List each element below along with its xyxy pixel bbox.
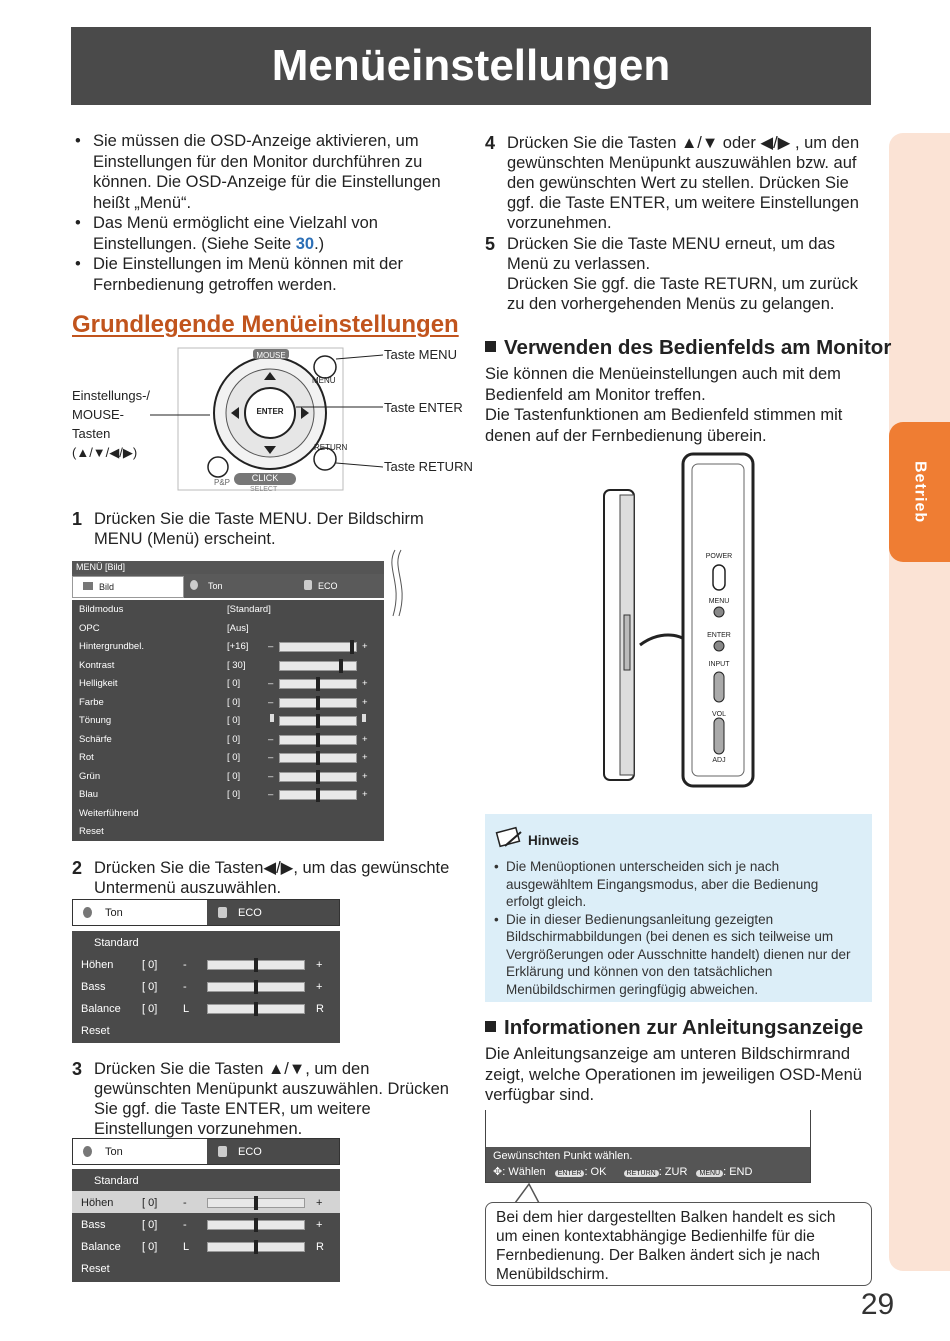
step-1-number: 1 [72, 509, 83, 529]
picture-icon [83, 582, 93, 590]
tab-ton-label: Ton [105, 1146, 123, 1158]
enter-panel-button [714, 641, 724, 651]
menu-row-standard[interactable]: Standard [94, 1175, 139, 1187]
tab-ton-label[interactable]: Ton [208, 581, 223, 591]
step-1-text: Drücken Sie die Taste MENU. Der Bildschirm MENU (Menü) erscheint. [94, 510, 424, 548]
slider[interactable] [279, 716, 357, 726]
panel-label-enter: ENTER [707, 632, 731, 639]
menu-row-opc[interactable]: OPC [Aus] [79, 622, 249, 634]
panel-label-menu: MENU [708, 598, 730, 605]
menu-row-balance[interactable]: Balance [ 0] L R [81, 1003, 324, 1015]
slider[interactable] [207, 1220, 305, 1230]
slider[interactable] [279, 661, 357, 671]
osd-ton-list [72, 931, 340, 1043]
enter-key-icon: ENTER [555, 1170, 585, 1177]
power-button [713, 565, 725, 590]
slider[interactable] [207, 960, 305, 970]
menu-row-helligkeit[interactable]: Helligkeit [ 0] – + [79, 678, 368, 689]
sound-icon [83, 907, 92, 918]
panel-section-heading [485, 336, 891, 360]
step-5-text: Drücken Sie die Taste MENU erneut, um das Menü zu verlassen. [507, 235, 836, 273]
step-2 [72, 858, 462, 898]
step-4-text: Drücken Sie die Tasten ▲/▼ oder ◀/▶ , um den gewünschten Menüpunkt auszuwählen bzw. auf den gewünschten Wert zu stellen. Drücken Sie ggf. die Taste ENTER, um weitere Einstellungen vorzunehmen. [507, 134, 860, 232]
step-3-number: 3 [72, 1059, 83, 1079]
tab-bild-label: Bild [99, 582, 115, 592]
intro-bullet-list [72, 131, 457, 295]
slider-knob[interactable] [316, 770, 320, 784]
slider-knob[interactable] [254, 1240, 258, 1254]
slider-knob[interactable] [254, 958, 258, 972]
guide-bar-line2: ✥: Wählen ENTER : OK RETURN : ZUR MENU : END [493, 1166, 753, 1178]
callout-pointer [515, 1182, 555, 1204]
step-4-number: 4 [485, 133, 496, 153]
remote-click-label: CLICK [251, 473, 279, 483]
panel-label-input: INPUT [708, 661, 730, 668]
dpad-icon: ✥ [493, 1166, 503, 1178]
slider-knob[interactable] [254, 980, 258, 994]
panel-section-text: Sie können die Menüeinstellungen auch mit dem Bedienfeld am Monitor treffen. Die Tastenfunktionen am Bedienfeld stimmen mit denen auf der Fernbedienung überein. [485, 365, 843, 445]
tab-ton[interactable] [73, 1139, 207, 1164]
menu-row-reset[interactable]: Reset [81, 1263, 110, 1275]
slider-knob[interactable] [316, 677, 320, 691]
label-taste-menu: Taste MENU [384, 347, 457, 362]
remote-pp-label: P&P [214, 478, 231, 487]
slider[interactable] [207, 1004, 305, 1014]
menu-row-gruen[interactable]: Grün [ 0] – + [79, 770, 368, 782]
menu-row-standard[interactable]: Standard [94, 937, 139, 949]
monitor-side-illustration [600, 450, 760, 790]
step-2-text: Drücken Sie die Tasten◀/▶, um das gewünschte Untermenü auszuwählen. [94, 859, 450, 897]
tab-bild[interactable] [72, 576, 184, 598]
step-5 [485, 234, 870, 314]
tab-eco-label[interactable]: ECO [318, 581, 338, 591]
slider-knob[interactable] [316, 696, 320, 710]
eco-leaf-icon [218, 1146, 227, 1157]
tab-eco-label[interactable]: ECO [238, 1146, 262, 1158]
side-tab-label: Betrieb [911, 460, 929, 524]
step-3 [72, 1059, 462, 1139]
menu-row-bildmodus[interactable]: Bildmodus [Standard] [79, 604, 271, 615]
guide-bar-line1: Gewünschten Punkt wählen. [493, 1150, 633, 1162]
guide-screen-frame [485, 1110, 811, 1183]
guide-callout [485, 1202, 872, 1286]
guide-section-text: Die Anleitungsanzeige am unteren Bildschirmrand zeigt, welche Operationen im jeweiligen OSD-Menü verfügbar sind. [485, 1045, 862, 1104]
menu-row-toenung[interactable]: Tönung [ 0] [72, 711, 384, 729]
side-tab-background [889, 133, 950, 1271]
guide-section-heading-text: Informationen zur Anleitungsanzeige [504, 1016, 864, 1039]
menu-row-hoehen-selected[interactable]: Höhen [ 0] - + [72, 1191, 340, 1213]
panel-label-vol: VOL [711, 711, 726, 718]
menu-row-reset[interactable]: Reset [81, 1025, 110, 1037]
label-taste-return: Taste RETURN [384, 459, 473, 474]
remote-menu-label: MENU [312, 376, 336, 385]
slider[interactable] [207, 1198, 305, 1208]
remote-select-label: SELECT [250, 486, 278, 493]
osd-ton-tab-bar [72, 899, 340, 926]
slider-knob[interactable] [254, 1196, 258, 1210]
eco-leaf-icon [304, 580, 312, 590]
menu-row-weiterfuehrend[interactable]: Weiterführend [79, 807, 139, 819]
input-rocker-button [714, 672, 724, 702]
menu-row-bass[interactable]: Bass [ 0] - + [81, 981, 323, 993]
menu-row-schaerfe[interactable]: Schärfe [ 0] – + [79, 733, 368, 745]
remote-return-label: RETURN [314, 443, 348, 452]
menu-row-reset[interactable]: Reset [79, 826, 104, 837]
pp-button [208, 457, 228, 477]
square-bullet-icon [485, 1021, 496, 1032]
tab-ton-label: Ton [105, 907, 123, 919]
osd-menu-ton-selected [72, 1138, 340, 1282]
sound-icon [83, 1146, 92, 1157]
tab-ton[interactable] [73, 900, 207, 925]
remote-mouse-label: MOUSE [256, 351, 286, 360]
slider-knob[interactable] [254, 1002, 258, 1016]
menu-row-rot[interactable]: Rot [ 0] – + [79, 752, 368, 763]
square-bullet-icon [485, 341, 496, 352]
panel-label-adj: ADJ [712, 757, 726, 764]
menu-button [314, 356, 336, 378]
slider-knob[interactable] [316, 733, 320, 747]
menu-row-hoehen[interactable]: Höhen [ 0] - + [81, 959, 323, 971]
osd-menu-bild-list [72, 600, 384, 841]
menu-cut-wave [383, 548, 413, 618]
osd-menu-bild [72, 561, 384, 841]
label-taste-enter: Taste ENTER [384, 400, 463, 415]
step-2-number: 2 [72, 858, 83, 878]
slider-knob[interactable] [339, 659, 343, 673]
slider[interactable] [279, 772, 357, 782]
menu-key-icon: MENU [696, 1170, 723, 1177]
panel-label-power: POWER [705, 553, 733, 560]
slider-knob[interactable] [316, 714, 320, 728]
intro-bullet-1: • Sie müssen die OSD-Anzeige aktivieren, um Einstellungen für den Monitor durchführen zu können. Die OSD-Anzeige für die Einstellungen heißt „Menü“. [72, 131, 457, 213]
slider-knob[interactable] [350, 640, 354, 654]
intro-bullet-2-suffix: .) [314, 234, 325, 253]
hint-list [491, 858, 851, 998]
slider[interactable] [279, 642, 357, 652]
hint-item-1: • Die Menüoptionen unterscheiden sich je nach ausgewähltem Eingangsmodus, aber die Bedienung erfolgt gleich. [491, 858, 851, 911]
intro-bullet-2-text: Das Menü ermöglicht eine Vielzahl von Einstellungen. (Siehe Seite [93, 214, 378, 253]
guide-bar [486, 1147, 810, 1182]
remote-label-arrows: Einstellungs-/ MOUSE-Tasten (▲/▼/◀/▶) [72, 388, 151, 460]
intro-bullet-3: • Die Einstellungen im Menü können mit der Fernbedienung getroffen werden. [72, 254, 457, 295]
return-key-icon: RETURN [624, 1170, 659, 1177]
hint-item-2: • Die in dieser Bedienungsanleitung gezeigten Bildschirmabbildungen (bei denen es sich teilweise um Vergrößerungen oder Ausschnitte handelt) dienen nur der Erklärung und können von den tatsächlichen Menübildschirmen geringfügig abweichen. [491, 911, 851, 999]
slider-knob[interactable] [316, 751, 320, 765]
step-4 [485, 133, 870, 233]
menu-row-bass[interactable]: Bass [ 0] - + [81, 1219, 323, 1231]
vol-rocker-button [714, 718, 724, 754]
page-number: 29 [860, 1288, 895, 1321]
menu-row-balance[interactable]: Balance [ 0] L R [81, 1241, 324, 1253]
section-heading: Grundlegende Menüeinstellungen [72, 311, 459, 338]
step-1 [72, 509, 457, 549]
remote-enter-label: ENTER [256, 407, 284, 416]
hint-title: Hinweis [528, 833, 580, 848]
intro-bullet-2 [72, 213, 457, 254]
slider-knob[interactable] [316, 788, 320, 802]
slider[interactable] [207, 982, 305, 992]
slider[interactable] [279, 753, 357, 763]
page-link-30[interactable]: 30 [295, 234, 315, 253]
step-5-number: 5 [485, 234, 496, 254]
hint-scallop-edge [485, 810, 872, 820]
menu-row-kontrast[interactable]: Kontrast [ 30] [72, 656, 384, 674]
osd-ton-tab-bar [72, 1138, 340, 1165]
step-5-text-2: Drücken Sie ggf. die Taste RETURN, um zurück zu den vorhergehenden Menüs zu gelangen. [507, 275, 858, 313]
osd-menu-header: MENÜ [Bild] [72, 561, 384, 574]
page-title: Menüeinstellungen [71, 27, 871, 105]
slider[interactable] [279, 679, 357, 689]
panel-section-heading-text: Verwenden des Bedienfelds am Monitor [504, 336, 892, 359]
slider[interactable] [279, 790, 357, 800]
osd-tab-bar [72, 574, 384, 598]
menu-row-farbe[interactable]: Farbe [ 0] – + [79, 696, 368, 708]
hint-box [485, 810, 872, 1002]
osd-menu-ton [72, 899, 340, 1043]
step-3-text: Drücken Sie die Tasten ▲/▼, um den gewünschten Menüpunkt auszuwählen. Drücken Sie ggf. die Taste ENTER, um weitere Einstellungen vorzunehmen. [94, 1060, 449, 1138]
osd-ton-list [72, 1169, 340, 1282]
eco-leaf-icon [218, 907, 227, 918]
sound-icon [190, 580, 198, 590]
tab-eco-label[interactable]: ECO [238, 907, 262, 919]
slider[interactable] [279, 698, 357, 708]
pencil-note-icon [495, 826, 525, 848]
menu-panel-button [714, 607, 724, 617]
slider-knob[interactable] [254, 1218, 258, 1232]
guide-section-heading [485, 1016, 863, 1040]
callout-text: Bei dem hier dargestellten Balken handelt es sich um einen kontextabhängige Bedienhilfe für die Fernbedienung. Der Balken ändert sich je nach Menübildschirm. [496, 1209, 836, 1283]
slider[interactable] [207, 1242, 305, 1252]
menu-row-hintergrundbel[interactable]: Hintergrundbel. [+16] – + [79, 641, 368, 652]
menu-row-blau[interactable]: Blau [ 0] – + [79, 789, 368, 800]
slider[interactable] [279, 735, 357, 745]
